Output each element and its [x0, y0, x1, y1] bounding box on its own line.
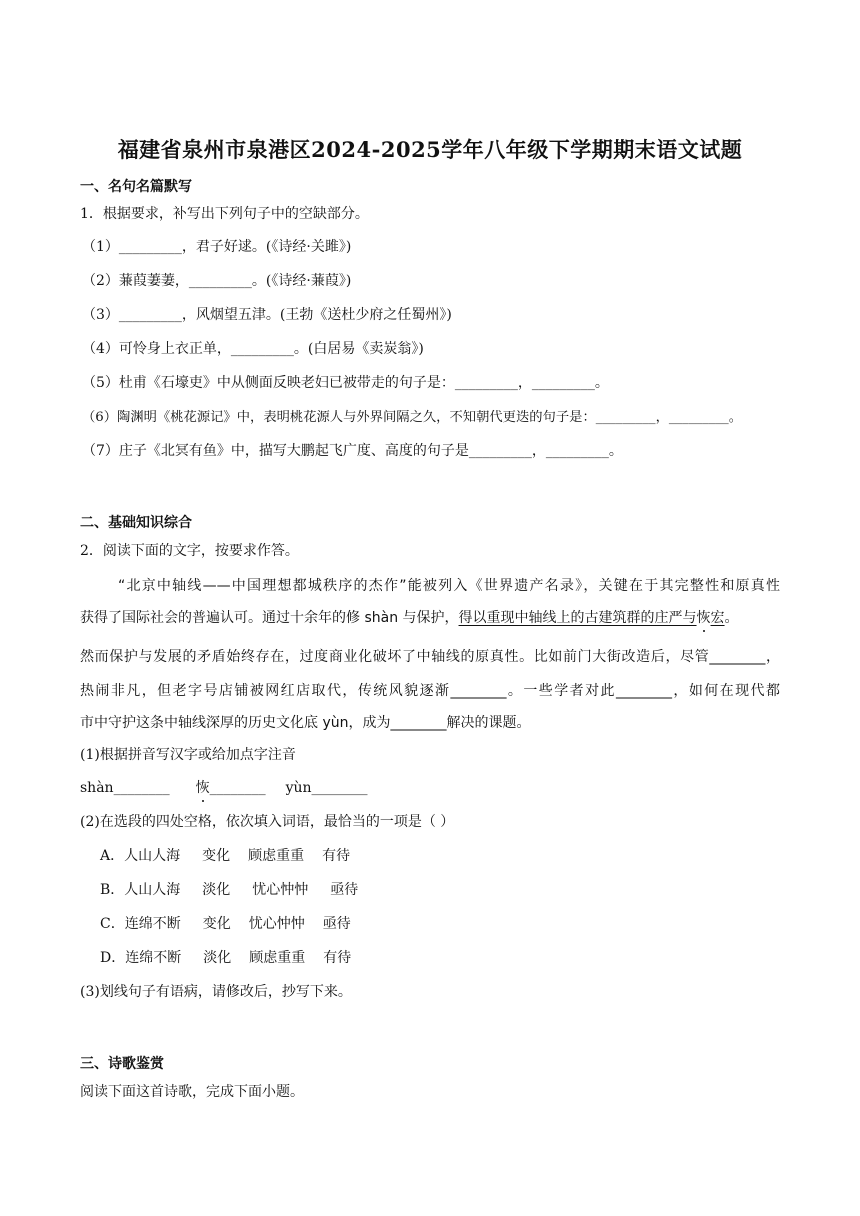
section-3-prompt: 阅读下面这首诗歌，完成下面小题。 — [80, 1084, 304, 1100]
option-d-word-3: 顾虑重重 — [249, 950, 306, 966]
section-heading-2: 二、基础知识综合 — [80, 515, 192, 531]
q1-item-1: （1）_________，君子好逑。(《诗经·关雎》) — [82, 239, 352, 255]
q1-item-6: （6）陶渊明《桃花源记》中，表明桃花源人与外界间隔之久，不知朝代更迭的句子是：_________，_________。 — [82, 410, 743, 425]
q1-item-4: （4）可怜身上衣正单，_________。(白居易《卖炭翁》) — [82, 341, 424, 357]
passage-line-4: 热闹非凡，但老字号店铺被网红店取代，传统风貌逐渐________。一些学者对此________，如何在现代都 — [80, 683, 780, 699]
section-heading-1: 一、名句名篇默写 — [80, 179, 192, 195]
option-b-label: B． — [100, 882, 125, 898]
q1-item-3: （3）_________，风烟望五津。(王勃《送杜少府之任蜀州》) — [82, 307, 452, 323]
pinyin-shan-blank: shàn________ — [80, 780, 170, 796]
option-b-word-2: 淡化 — [202, 882, 231, 898]
option-a-word-3: 顾虑重重 — [248, 848, 305, 864]
option-d-word-2: 淡化 — [203, 950, 232, 966]
section-heading-3: 三、诗歌鉴赏 — [80, 1056, 164, 1072]
pinyin-hui-char: 恢 — [196, 777, 210, 797]
pinyin-yun-blank: yùn________ — [285, 780, 368, 796]
option-b-word-4: 亟待 — [330, 882, 359, 898]
underlined-part-2: 宏 — [710, 610, 725, 626]
option-d-word-4: 有待 — [323, 950, 352, 966]
q1-item-2: （2）蒹葭萋萋，_________。(《诗经·蒹葭》) — [82, 273, 352, 289]
passage-line-5: 市中守护这条中轴线深厚的历史文化底 yùn，成为________解决的课题。 — [80, 715, 531, 731]
option-c-word-3: 忧心忡忡 — [248, 916, 305, 932]
option-d-word-1: 连绵不断 — [125, 950, 182, 966]
option-c — [100, 913, 351, 933]
option-a-word-1: 人山人海 — [124, 848, 181, 864]
dotted-character: 恢 — [697, 607, 711, 627]
option-d — [100, 947, 351, 967]
option-c-word-1: 连绵不断 — [124, 916, 181, 932]
option-a-word-2: 变化 — [202, 848, 231, 864]
passage-line-1: “北京中轴线——中国理想都城秩序的杰作”能被列入《世界遗产名录》，关键在于其完整性和原真性 — [118, 578, 780, 594]
sub-question-3: (3)划线句子有语病，请修改后，抄写下来。 — [80, 984, 352, 1000]
option-b-word-3: 忧心忡忡 — [252, 882, 309, 898]
option-c-word-2: 变化 — [202, 916, 231, 932]
sub-question-2: (2)在选段的四处空格，依次填入词语，最恰当的一项是（ ） — [80, 814, 455, 830]
underlined-part-1: 得以重现中轴线上的古建筑群的庄严与 — [458, 610, 697, 626]
passage-line-2-end: 。 — [724, 610, 739, 626]
q1-item-7: （7）庄子《北冥有鱼》中，描写大鹏起飞广度、高度的句子是_________，_________。 — [82, 443, 623, 459]
passage-line-2 — [80, 607, 780, 627]
pinyin-hui-blank: ________ — [209, 780, 266, 796]
option-a — [100, 845, 350, 865]
passage-line-3: 然而保护与发展的矛盾始终存在，过度商业化破坏了中轴线的原真性。比如前门大街改造后，尽管________， — [80, 649, 780, 665]
option-d-label: D． — [100, 950, 126, 966]
passage-line-2-text: 获得了国际社会的普遍认可。通过十余年的修 shàn 与保护， — [80, 610, 459, 626]
option-b — [100, 879, 358, 899]
pinyin-blanks — [80, 777, 368, 797]
option-a-word-4: 有待 — [322, 848, 351, 864]
underlined-sentence — [459, 610, 725, 626]
question-1-prompt: 1．根据要求，补写出下列句子中的空缺部分。 — [80, 206, 369, 222]
page-title: 福建省泉州市泉港区2024-2025学年八年级下学期期末语文试题 — [117, 137, 743, 162]
option-b-word-1: 人山人海 — [124, 882, 181, 898]
question-2-prompt: 2．阅读下面的文字，按要求作答。 — [80, 543, 299, 559]
option-c-word-4: 亟待 — [322, 916, 351, 932]
q1-item-5: （5）杜甫《石壕吏》中从侧面反映老妇已被带走的句子是：_________，_________。 — [82, 375, 609, 391]
option-a-label: A． — [100, 848, 125, 864]
option-c-label: C． — [100, 916, 125, 932]
sub-question-1: (1)根据拼音写汉字或给加点字注音 — [80, 747, 296, 763]
